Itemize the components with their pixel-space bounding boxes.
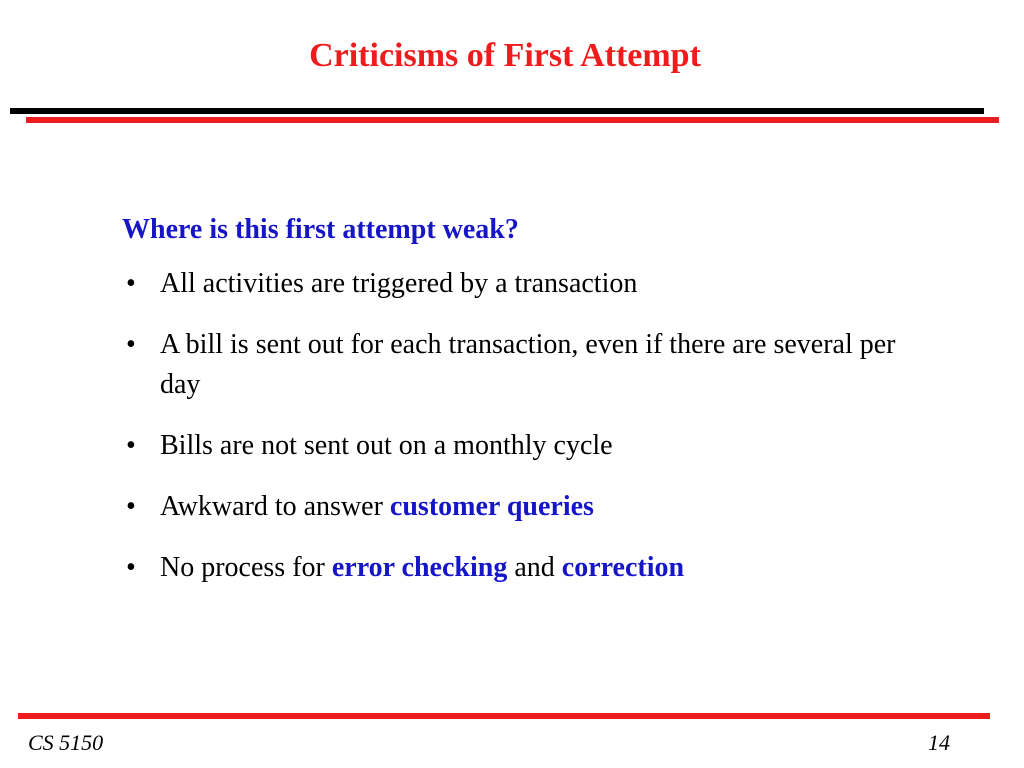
bullet-text: A bill is sent out for each transaction, even if there are several per day [160, 329, 896, 400]
bullet-emphasis: correction [561, 552, 685, 583]
course-label: CS 5150 [28, 730, 104, 755]
header-rule-black [10, 108, 984, 114]
bullet-text: All activities are triggered by a transaction [160, 268, 638, 299]
slide-title: Criticisms of First Attempt [309, 37, 701, 74]
bullet-icon: • [126, 491, 136, 522]
bullet-item [122, 487, 942, 527]
slide-content [122, 210, 942, 609]
bullet-emphasis: error checking [331, 552, 508, 583]
bullet-item [122, 325, 942, 405]
bullet-icon: • [126, 552, 136, 583]
question-heading: Where is this first attempt weak? [122, 214, 519, 245]
footer-rule-red [18, 713, 990, 719]
bullet-text: and [507, 552, 562, 583]
bullet-text: Bills are not sent out on a monthly cycle [160, 430, 613, 461]
header-rule-red [26, 117, 999, 123]
bullet-item [122, 548, 942, 588]
bullet-text: Awkward to answer [160, 491, 390, 522]
bullet-list [122, 264, 942, 588]
bullet-emphasis: customer queries [389, 491, 594, 522]
bullet-icon: • [126, 329, 136, 360]
bullet-text: No process for [160, 552, 332, 583]
bullet-item [122, 264, 942, 304]
bullet-icon: • [126, 430, 136, 461]
page-number: 14 [928, 730, 950, 755]
bullet-item [122, 426, 942, 466]
bullet-icon: • [126, 268, 136, 299]
